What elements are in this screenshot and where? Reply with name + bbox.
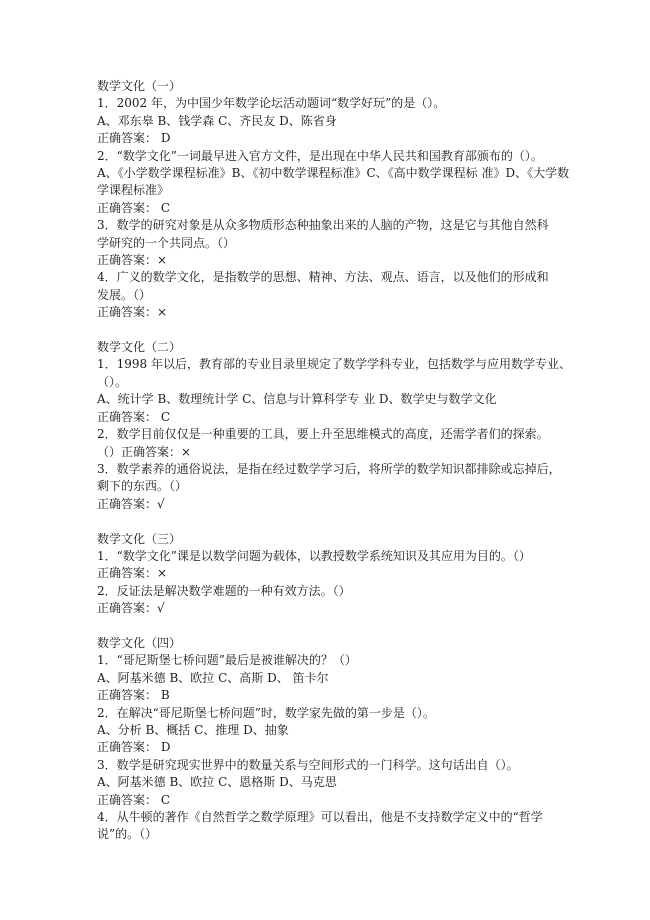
answer-line: 正确答案： C [97,200,170,215]
question-line: 剩下的东西。（） [97,479,188,494]
document-body [97,78,571,844]
question-line: 1．1998 年以后，教育部的专业目录里规定了数学学科专业，包括数学与应用数学专业、 [97,357,571,372]
question-line: 3．数学素养的通俗说法，是指在经过数学学习后，将所学的数学知识都排除或忘掉后， [97,461,561,476]
question-line: 3．数学是研究现实世界中的数量关系与空间形式的一门科学。这句话出自（）。 [97,757,519,772]
options-line: 学课程标准》 [97,183,170,198]
question-line: 1．“数学文化”课是以数学问题为载体，以教授数学系统知识及其应用为目的。（） [97,548,531,563]
section-spacer [97,322,567,339]
question-line: 1．2002 年，为中国少年数学论坛活动题词“数学好玩”的是（）。 [97,96,446,111]
answer-line: （）正确答案：× [97,444,192,459]
question-line: 学研究的一个共同点。（） [97,235,236,250]
question-line: 发展。（） [97,287,152,302]
question-line: 2．“数学文化”一词最早进入官方文件，是出现在中华人民共和国教育部颁布的（）。 [97,148,543,163]
question-line: 4．从牛顿的著作《自然哲学之数学原理》可以看出，他是不支持数学定义中的“哲学 [97,810,543,825]
answer-line: 正确答案： C [97,792,170,807]
section-title: 数学文化（二） [97,340,182,355]
section-2 [97,339,571,513]
options-line: A、阿基米德 B、欧拉 C、高斯 D、 笛卡尔 [97,670,329,685]
options-line: A、邓东皋 B、钱学森 C、齐民友 D、陈省身 [97,113,337,128]
answer-line: 正确答案： D [97,740,171,755]
section-4 [97,635,567,844]
answer-line: 正确答案：√ [97,496,165,511]
section-spacer [97,618,567,635]
answer-line: 正确答案：× [97,253,168,268]
answer-line: 正确答案： B [97,688,170,703]
options-line: A、《小学数学课程标准》B、《初中数学课程标准》C、《高中数学课程标 准》D、《大学数 [97,166,570,181]
options-line: A、统计学 B、数理统计学 C、信息与计算科学专 业 D、数学史与数学文化 [97,392,497,407]
section-title: 数学文化（三） [97,531,182,546]
question-line: 1．“哥尼斯堡七桥问题”最后是被谁解决的？（） [97,653,357,668]
question-line: 3．数学的研究对象是从众多物质形态种抽象出来的人脑的产物，这是它与其他自然科 [97,218,549,233]
answer-line: 正确答案：√ [97,601,165,616]
options-line: A、分析 B、概括 C、推理 D、抽象 [97,722,289,737]
question-line: 说”的。（） [97,827,158,842]
section-3 [97,531,567,618]
question-line: 4．广义的数学文化，是指数学的思想、精神、方法、观点、语言，以及他们的形成和 [97,270,549,285]
section-title: 数学文化（一） [97,79,182,93]
section-1 [97,78,570,322]
answer-line: 正确答案： D [97,131,171,146]
answer-line: 正确答案：× [97,305,168,320]
question-line: 2．反证法是解决数学难题的一种有效方法。（） [97,583,351,598]
answer-line: 正确答案：× [97,566,168,581]
section-spacer [97,513,567,530]
question-line: 2．在解决“哥尼斯堡七桥问题”时，数学家先做的第一步是（）。 [97,705,435,720]
question-line: （）。 [97,374,128,389]
answer-line: 正确答案： C [97,409,170,424]
question-line: 2．数学目前仅仅是一种重要的工具，要上升至思维模式的高度，还需学者们的探索。 [97,427,549,442]
options-line: A、阿基米德 B、欧拉 C、恩格斯 D、马克思 [97,775,337,790]
section-title: 数学文化（四） [97,635,182,650]
